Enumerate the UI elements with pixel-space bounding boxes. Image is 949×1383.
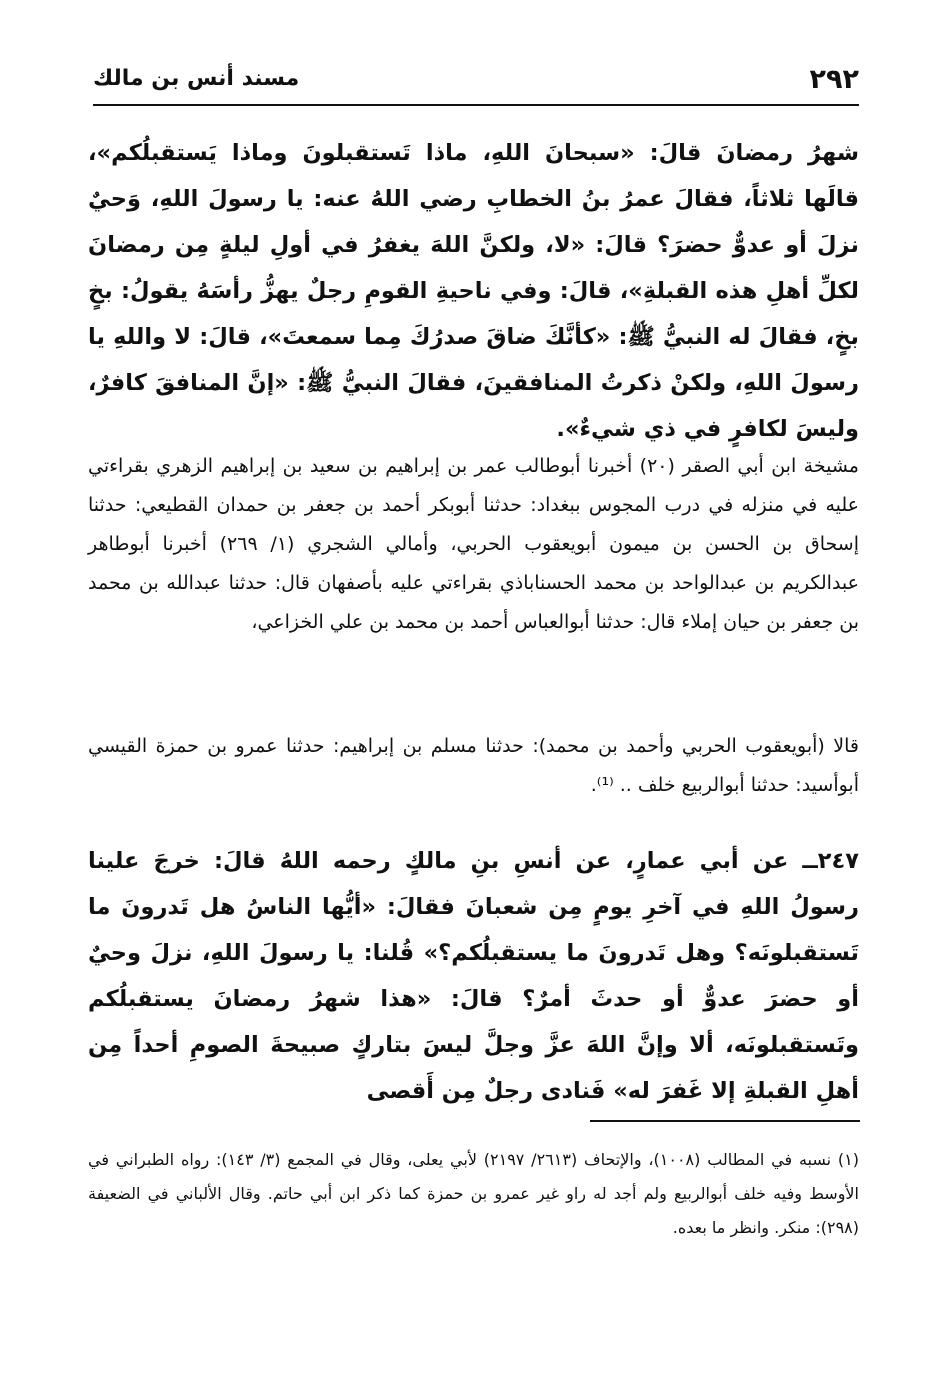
hadith-247-text: عن أبي عمارٍ، عن أنسِ بنِ مالكٍ رحمه اللهُ قالَ: خرجَ علينا رسولُ اللهِ في آخرِ يومٍ مِن شعبانَ فقالَ: «أيُّها الناسُ هل تَدرونَ ما تَستقبلونَه؟ وهل تَدرونَ ما يستقبلُكم؟» قُلنا: يا رسولَ اللهِ، نزلَ وحيٌ أو حضرَ عدوٌّ أو حدثَ أمرٌ؟ قالَ: «هذا شهرُ رمضانَ يستقبلُكم وتَستقبلونَه، ألا وإنَّ اللهَ عزَّ وجلَّ ليسَ بتاركٍ صبيحةَ الصومِ أحداً مِن أهلِ القبلةِ إلا غَفرَ له» فَنادى رجلٌ مِن أَقصى [88,848,859,1104]
hadith-continuation: شهرُ رمضانَ قالَ: «سبحانَ اللهِ، ماذا تَستقبلونَ وماذا يَستقبلُكم»، قالَها ثلاثاً، فقالَ عمرُ بنُ الخطابِ رضي اللهُ عنه: يا رسولَ اللهِ، وَحيٌ نزلَ أو عدوٌّ حضرَ؟ قالَ: «لا، ولكنَّ اللهَ يغفرُ في أولِ ليلةٍ مِن رمضانَ لكلِّ أهلِ هذه القبلةِ»، قالَ: وفي ناحيةِ القومِ رجلٌ يهزُّ رأسَهُ يقولُ: بخٍ بخٍ، فقالَ له النبيُّ ﷺ: «كأنَّكَ ضاقَ صدرُكَ مِما سمعتَ»، قالَ: لا واللهِ يا رسولَ اللهِ، ولكنْ ذكرتُ المنافقينَ، فقالَ النبيُّ ﷺ: «إنَّ المنافقَ كافرٌ، وليسَ لكافرٍ في ذي شيءٌ». [88,140,859,442]
page-header [93,58,859,106]
footnote-1 [88,1143,859,1245]
page-number: ٢٩٢ [809,64,859,95]
footnote-marker: (١) [837,1150,859,1169]
takhrij-paragraph: مشيخة ابن أبي الصقر (٢٠) أخبرنا أبوطالب عمر بن إبراهيم بن سعيد بن إبراهيم الزهري بقراءتي عليه في منزله في درب المجوس ببغداد: حدثنا أبوبكر أحمد بن جعفر بن حمدان القطيعي: حدثنا إسحاق بن الحسن بن ميمون أبويعقوب الحربي، وأمالي الشجري (١/ ٢٦٩) أخبرنا أبوطاهر عبدالكريم بن عبدالواحد بن محمد الحسناباذي بقراءتي عليه بأصفهان قال: حدثنا عبدالله بن محمد بن جعفر بن حيان إملاء قال: حدثنا أبوالعباس أحمد بن محمد بن علي الخزاعي، [88,455,859,633]
hadith-247 [88,838,859,1114]
running-title: مسند أنس بن مالك [93,66,300,91]
hadith-number: ٢٤٧ــ [802,848,859,874]
isnad-paragraph: قالا (أبويعقوب الحربي وأحمد بن محمد): حدثنا مسلم بن إبراهيم: حدثنا عمرو بن حمزة القيسي أبوأسيد: حدثنا أبوالربيع خلف .. ⁽¹⁾. [88,735,859,796]
footnote-divider [590,1120,860,1122]
footnote-text: نسبه في المطالب (١٠٠٨)، والإتحاف (٢٦١٣/ ٢١٩٧) لأبي يعلى، وقال في المجمع (٣/ ١٤٣): رواه الطبراني في الأوسط وفيه خلف أبوالربيع ولم أجد له راو غير عمرو بن حمزة كما ذكر ابن أبي حاتم. وقال الألباني في الضعيفة (٢٩٨): منكر. وانظر ما بعده. [88,1150,859,1237]
